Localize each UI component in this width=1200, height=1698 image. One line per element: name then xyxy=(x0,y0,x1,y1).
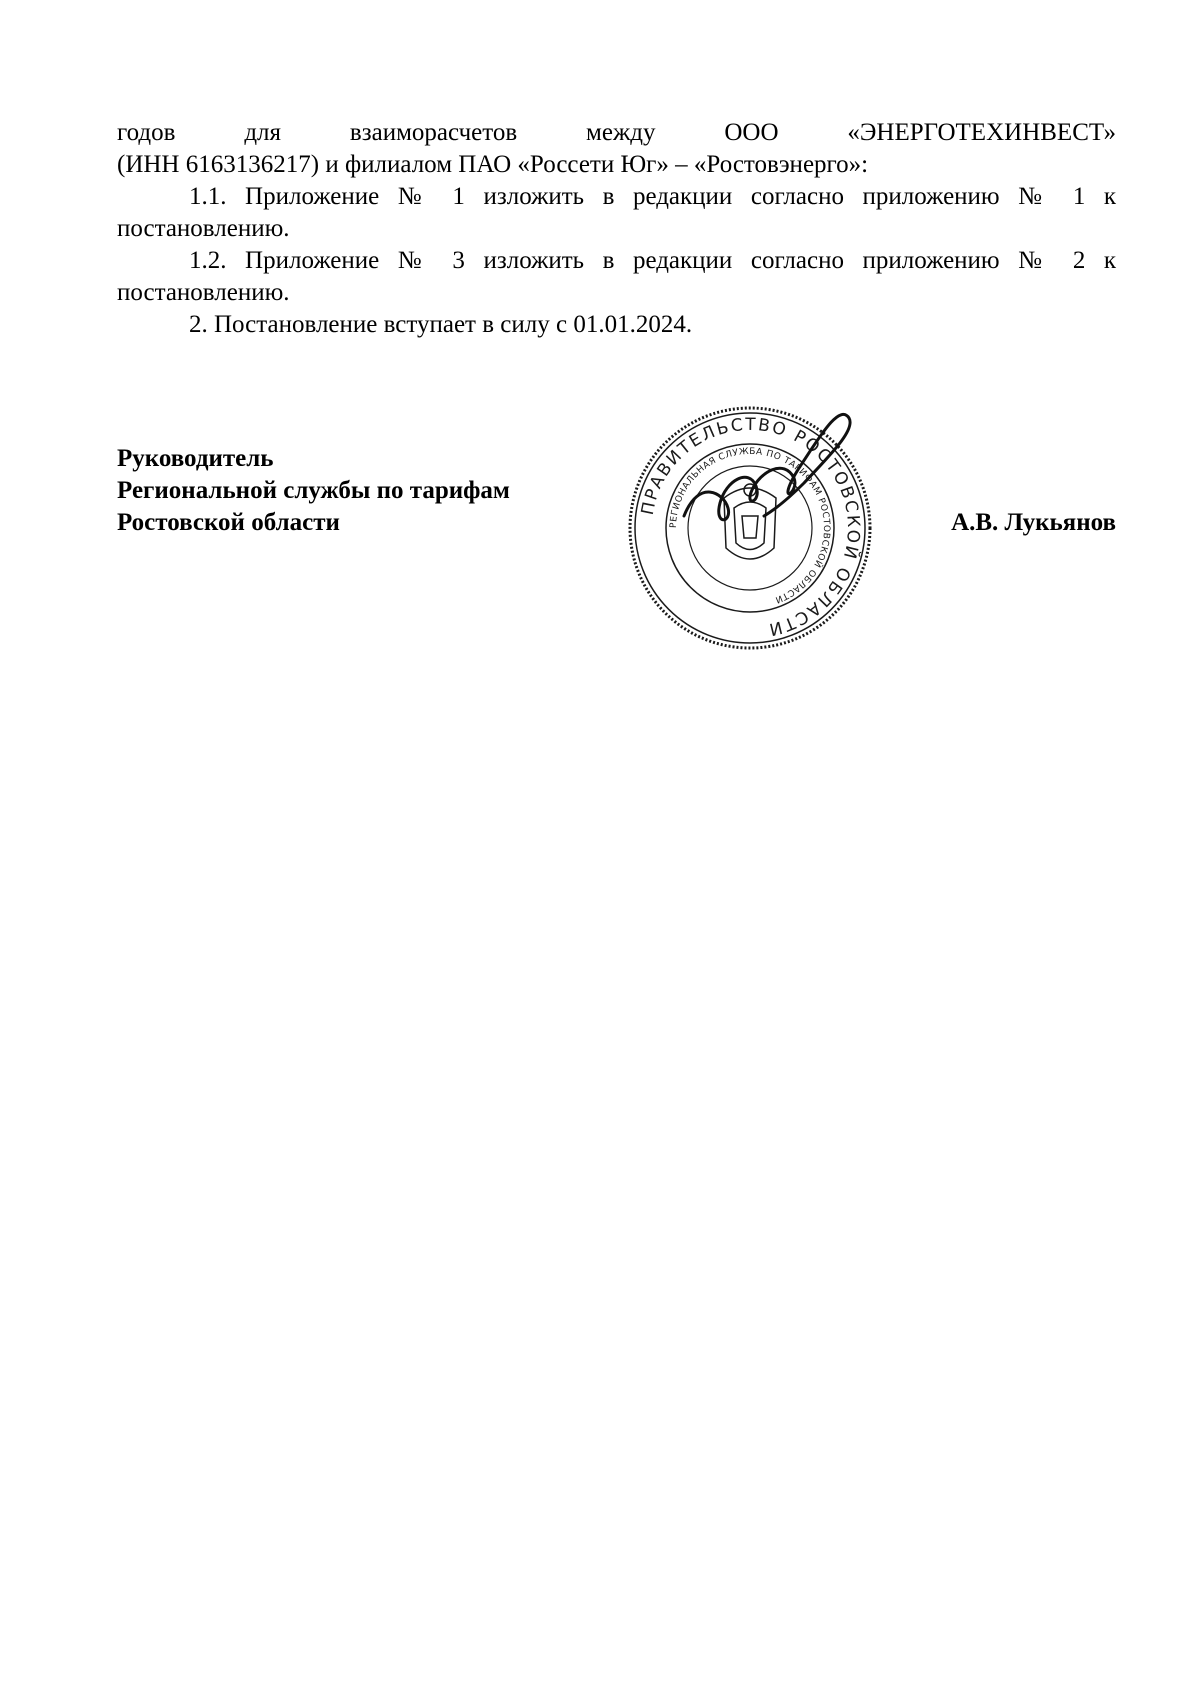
signatory-title xyxy=(117,443,510,539)
signatory-title-line-1: Руководитель xyxy=(117,445,274,472)
seal-outer-text: ПРАВИТЕЛЬСТВО РОСТОВСКОЙ ОБЛАСТИ xyxy=(637,414,864,640)
paragraph-line-1: годов для взаиморасчетов между ООО «ЭНЕРГОТЕХИНВЕСТ» xyxy=(117,119,1116,146)
official-seal xyxy=(624,398,876,658)
item-1-2: 1.2. Приложение № 3 изложить в редакции согласно приложению № 2 к постановлению. xyxy=(117,247,1116,306)
item-1-1: 1.1. Приложение № 1 изложить в редакции согласно приложению № 1 к постановлению. xyxy=(117,183,1116,242)
signatory-title-line-2: Региональной службы по тарифам xyxy=(117,477,510,504)
paragraph-continuation xyxy=(117,117,1116,181)
signatory-name: А.В. Лукьянов xyxy=(951,509,1116,536)
seal-inner-text: РЕГИОНАЛЬНАЯ СЛУЖБА ПО ТАРИФАМ РОСТОВСКОЙ ОБЛАСТИ xyxy=(668,446,832,605)
item-2: 2. Постановление вступает в силу с 01.01.2024. xyxy=(189,311,693,338)
document-body xyxy=(117,117,1116,341)
signatory-title-line-3: Ростовской области xyxy=(117,509,340,536)
seal-rings xyxy=(630,408,870,648)
paragraph-line-2: (ИНН 6163136217) и филиалом ПАО «Россети Юг» – «Ростовэнерго»: xyxy=(117,151,869,178)
